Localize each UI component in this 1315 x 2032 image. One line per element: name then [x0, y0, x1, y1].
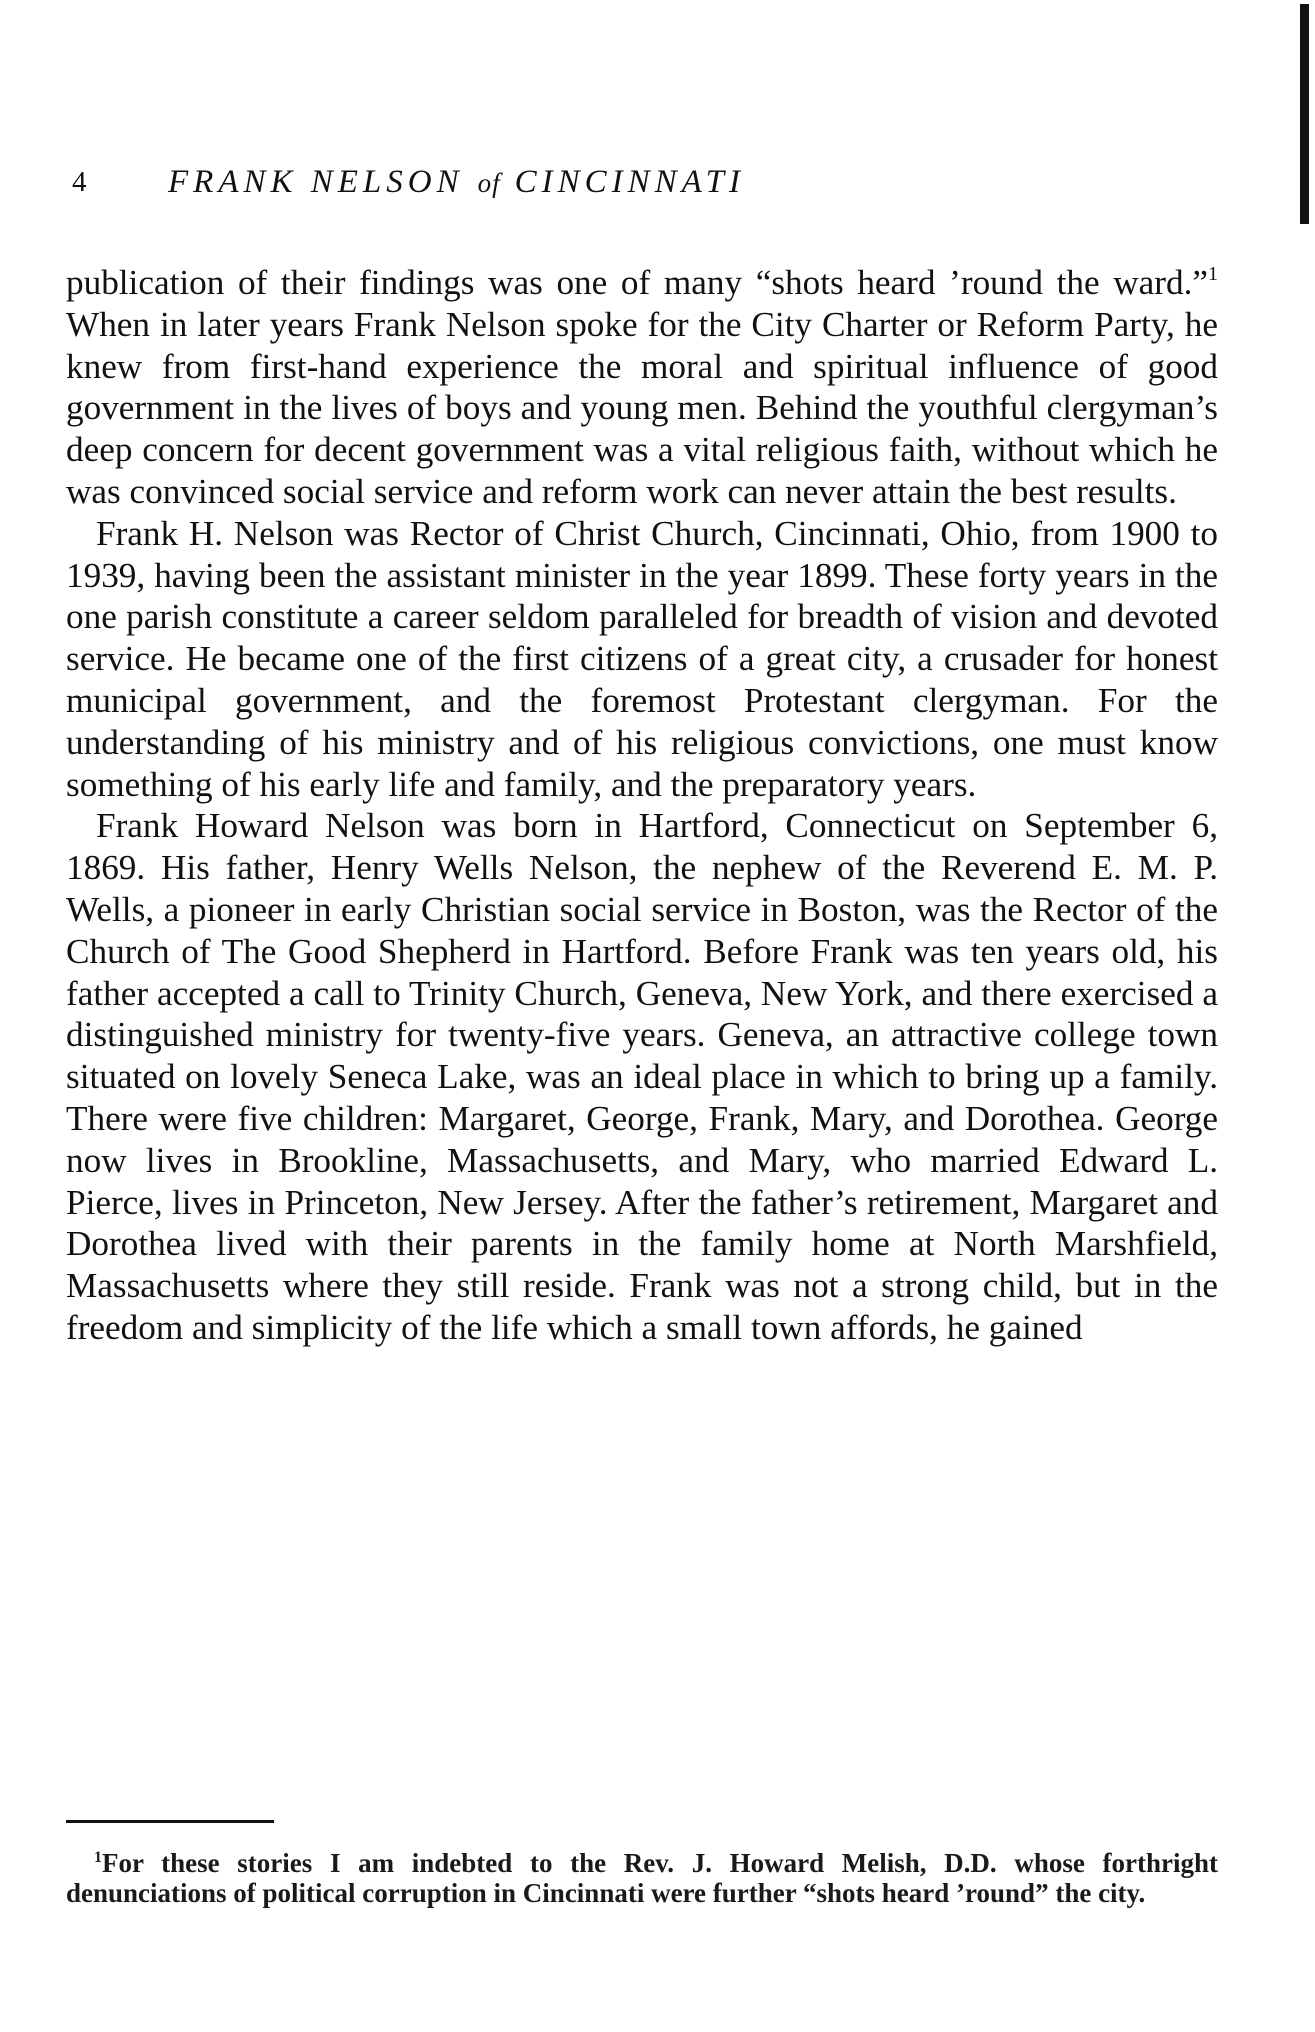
- footnote-text: For these stories I am indebted to the Rev. J. Howard Melish, D.D. whose forthright denunciations of political corruption in Cincinnati were further “shots heard ’round” the city.: [66, 1848, 1218, 1908]
- paragraph-1-text-b: When in later years Frank Nelson spoke for the City Charter or Reform Party, he knew from first-hand experience the moral and spiritual influence of good government in the lives of boys and young men. Behind the youthful clergyman’s deep concern for decent government was a vital religious faith, without which he was convinced social service and reform work can never attain the best results.: [66, 304, 1218, 511]
- scan-edge-artifact: [1300, 4, 1309, 224]
- paragraph-3: Frank Howard Nelson was born in Hartford, Connecticut on September 6, 1869. His father, Henry Wells Nelson, the nephew of the Reverend E. M. P. Wells, a pioneer in early Christian social service in Boston, was the Rector of the Church of The Good Shepherd in Hartford. Before Frank was ten years old, his father accepted a call to Trinity Church, Geneva, New York, and there exercised a distinguished ministry for twenty-five years. Geneva, an attractive college town situated on lovely Seneca Lake, was an ideal place in which to bring up a family. There were five children: Margaret, George, Frank, Mary, and Dorothea. George now lives in Brookline, Massachusetts, and Mary, who married Edward L. Pierce, lives in Princeton, New Jersey. After the father’s retirement, Margaret and Dorothea lived with their parents in the family home at North Marshfield, Massachusetts where they still reside. Frank was not a strong child, but in the freedom and simplicity of the life which a small town affords, he gained: [66, 806, 1218, 1347]
- footnote-marker: 1: [94, 1849, 102, 1866]
- paragraph-1-text-a: publication of their findings was one of many “shots heard ’round the ward.”: [66, 263, 1208, 302]
- paragraph-1: [66, 262, 1218, 513]
- running-head: [72, 152, 1252, 212]
- paragraph-2: Frank H. Nelson was Rector of Christ Church, Cincinnati, Ohio, from 1900 to 1939, having been the assistant minister in the year 1899. These forty years in the one parish constitute a career seldom paralleled for breadth of vision and devoted service. He became one of the first citizens of a great city, a crusader for honest municipal government, and the foremost Protestant clergyman. For the understanding of his ministry and of his religious convictions, one must know something of his early life and family, and the preparatory years.: [66, 513, 1218, 804]
- book-title: [168, 164, 745, 201]
- book-title-part1: FRANK NELSON: [168, 163, 464, 200]
- footnote-reference[interactable]: 1: [1208, 263, 1218, 285]
- page-number: 4: [72, 165, 87, 198]
- body-text: [66, 262, 1218, 1349]
- book-title-part2: CINCINNATI: [514, 163, 745, 200]
- footnote: [66, 1848, 1218, 1908]
- book-title-of: of: [477, 167, 501, 198]
- footnote-divider: [66, 1820, 274, 1823]
- footnote-paragraph: [66, 1848, 1218, 1908]
